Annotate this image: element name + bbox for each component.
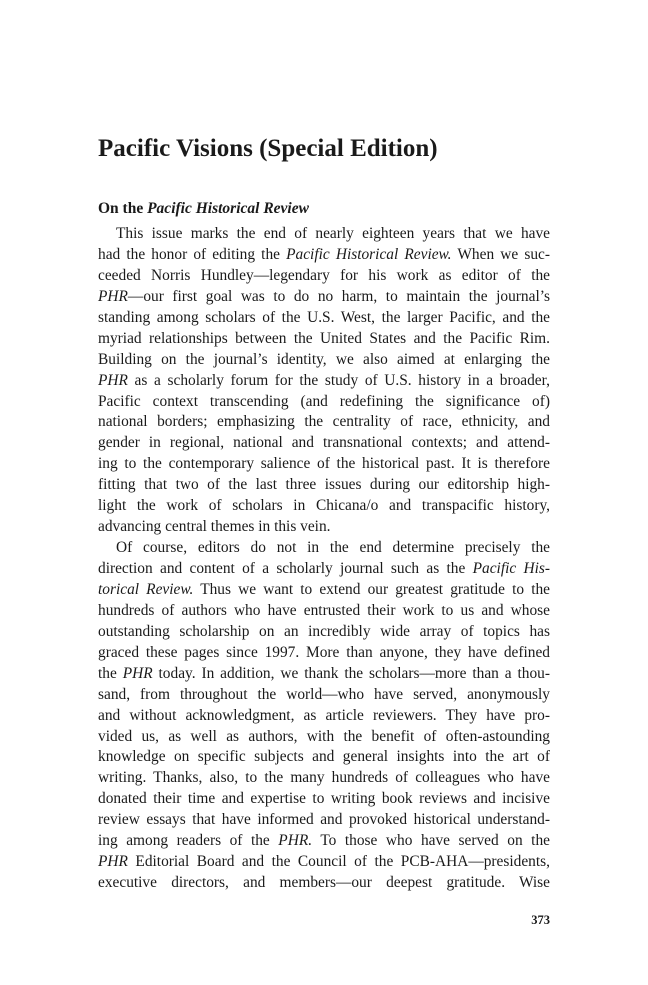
text-run: myriad relationships between the United States and the Pacific Rim. bbox=[98, 329, 550, 347]
text-line bbox=[98, 329, 550, 350]
text-run: sand, from throughout the world—who have served, anonymously bbox=[98, 685, 550, 703]
text-line bbox=[98, 685, 550, 706]
text-run: This issue marks the end of nearly eighteen years that we have bbox=[116, 225, 550, 242]
text-line bbox=[98, 622, 550, 643]
text-run: When we suc- bbox=[451, 245, 550, 263]
text-line bbox=[98, 831, 550, 852]
text-run: ceeded Norris Hundley—legendary for his work as editor of the bbox=[98, 266, 550, 284]
text-run: as a scholarly forum for the study of U.S. history in a broader, bbox=[127, 371, 550, 389]
text-line bbox=[98, 873, 550, 894]
text-line bbox=[98, 789, 550, 810]
text-line bbox=[98, 559, 550, 580]
text-line bbox=[98, 643, 550, 664]
text-run: Of course, editors do not in the end determine precisely the bbox=[116, 539, 550, 557]
text-run: review essays that have informed and provoked historical understand- bbox=[98, 811, 550, 829]
text-run: direction and content of a scholarly journal such as the bbox=[98, 560, 473, 577]
text-run: and without acknowledgment, as article reviewers. They have pro- bbox=[98, 706, 550, 724]
text-line bbox=[98, 580, 550, 601]
text-line bbox=[98, 266, 550, 287]
text-run: Building on the journal’s identity, we also aimed at enlarging the bbox=[98, 350, 550, 368]
text-line bbox=[98, 706, 550, 727]
body-text bbox=[98, 224, 550, 894]
text-line bbox=[98, 454, 550, 475]
text-run: knowledge on specific subjects and general insights into the art of bbox=[98, 748, 550, 766]
section-heading bbox=[98, 199, 558, 219]
text-run: writing. Thanks, also, to the many hundreds of colleagues who have bbox=[98, 769, 550, 787]
text-line bbox=[98, 287, 550, 308]
italic-text: Pacific His- bbox=[472, 560, 550, 577]
italic-text: PHR bbox=[98, 287, 128, 305]
text-line bbox=[98, 371, 550, 392]
section-heading-prefix: On the bbox=[98, 200, 148, 217]
text-run: hundreds of authors who have entrusted their work to us and whose bbox=[98, 601, 550, 619]
page-number: 373 bbox=[531, 913, 550, 927]
italic-text: PHR bbox=[98, 371, 128, 389]
text-run: gender in regional, national and transnational contexts; and attend- bbox=[98, 434, 550, 452]
text-run: fitting that two of the last three issues during our editorship high- bbox=[98, 476, 550, 494]
text-run: light the work of scholars in Chicana/o and transpacific history, bbox=[98, 497, 550, 515]
text-run: standing among scholars of the U.S. West, the larger Pacific, and the bbox=[98, 308, 550, 326]
text-line bbox=[98, 350, 550, 371]
text-line bbox=[98, 245, 550, 266]
text-run: advancing central themes in this vein. bbox=[98, 518, 331, 536]
italic-text: PHR bbox=[98, 853, 128, 871]
text-line bbox=[98, 538, 550, 559]
italic-text: torical Review. bbox=[98, 580, 194, 598]
text-run: ing to the contemporary salience of the historical past. It is therefore bbox=[98, 455, 550, 473]
italic-text: Pacific Historical Review. bbox=[286, 245, 452, 263]
text-run: executive directors, and members—our deepest gratitude. Wise bbox=[98, 874, 550, 892]
text-run: To those who have served on the bbox=[312, 832, 550, 850]
text-run: graced these pages since 1997. More than anyone, they have defined bbox=[98, 643, 550, 661]
text-line bbox=[98, 496, 550, 517]
text-line bbox=[98, 392, 550, 413]
text-line bbox=[98, 727, 550, 748]
text-line bbox=[98, 810, 550, 831]
text-line bbox=[98, 433, 550, 454]
text-run: Pacific context transcending (and redefining the significance of) bbox=[98, 392, 550, 410]
text-line bbox=[98, 768, 550, 789]
text-line bbox=[98, 308, 550, 329]
page-title: Pacific Visions (Special Edition) bbox=[98, 135, 438, 162]
text-run: ing among readers of the bbox=[98, 832, 279, 850]
text-line bbox=[98, 852, 550, 873]
text-run: Editorial Board and the Council of the PCB-AHA—presidents, bbox=[127, 853, 550, 871]
text-run: Thus we want to extend our greatest gratitude to the bbox=[193, 580, 550, 598]
text-run: today. In addition, we thank the scholars—more than a thou- bbox=[152, 664, 550, 682]
text-line bbox=[98, 664, 550, 685]
italic-text: PHR. bbox=[278, 832, 313, 850]
text-line bbox=[98, 475, 550, 496]
text-run: vided us, as well as authors, with the benefit of often-astounding bbox=[98, 727, 550, 745]
text-run: donated their time and expertise to writing book reviews and incisive bbox=[98, 790, 550, 808]
text-run: —our first goal was to do no harm, to maintain the journal’s bbox=[127, 287, 550, 305]
italic-text: PHR bbox=[122, 664, 153, 682]
text-line bbox=[98, 601, 550, 622]
text-run: national borders; emphasizing the centrality of race, ethnicity, and bbox=[98, 413, 550, 431]
text-line bbox=[98, 412, 550, 433]
section-heading-journal-name: Pacific Historical Review bbox=[147, 200, 309, 217]
text-line bbox=[98, 747, 550, 768]
text-run: the bbox=[98, 664, 123, 682]
text-line bbox=[98, 224, 550, 245]
text-run: outstanding scholarship on an incredibly wide array of topics has bbox=[98, 622, 550, 640]
text-run: had the honor of editing the bbox=[98, 245, 287, 263]
text-line bbox=[98, 517, 550, 538]
